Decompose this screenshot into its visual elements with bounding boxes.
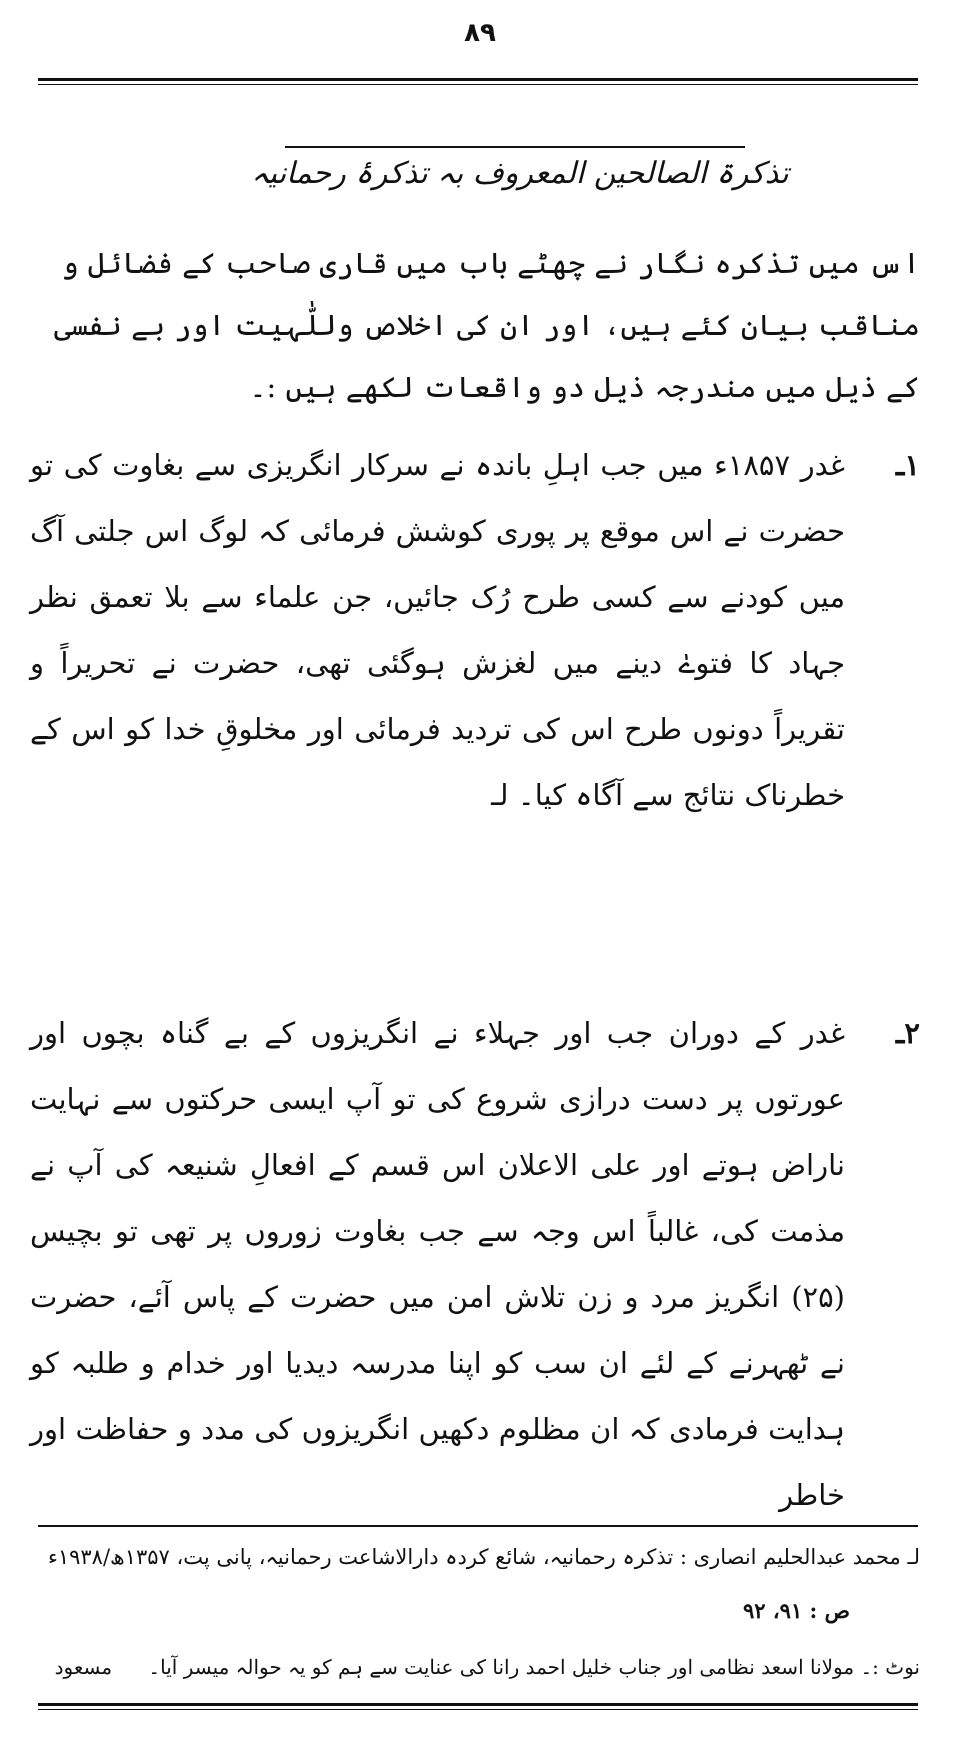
item-text: غدر ۱۸۵۷ء میں جب اہلِ باندہ نے سرکار انگریزی سے بغاوت کی تو حضرت نے اس موقع پر پوری کوشش فرمائی کہ لوگ اس جلتی آگ میں کودنے سے کسی طرح رُک جائیں، جن علماء سے بلا تعمق نظر جہاد کا فتوےٰ دینے میں لغزش ہوگئی تھی، حضرت نے تحریراً و تقریراً دونوں طرح اس کی تردید فرمائی اور مخلوقِ خدا کو اس کے خطرناک نتائج سے آگاہ کیا۔ لـ <box>30 448 845 812</box>
note-text: نوٹ :۔ مولانا اسعد نظامی اور جناب خلیل احمد رانا کی عنایت سے ہم کو یہ حوالہ میسر آیا۔ <box>148 1655 920 1679</box>
numbered-item-1 <box>30 432 920 828</box>
page-number: ۸۹ <box>464 18 496 48</box>
footer-rule-thin <box>38 1709 918 1710</box>
heading-rule <box>285 146 745 148</box>
note-signature: مسعود <box>54 1655 113 1679</box>
footnote-rule <box>38 1525 918 1527</box>
numbered-item-2 <box>30 1000 920 1528</box>
item-number: ۲ـ <box>895 1016 920 1050</box>
footer-rule <box>38 1703 918 1706</box>
footnote-reference: لـ محمد عبدالحلیم انصاری : تذکرہ رحمانیہ، شائع کردہ دارالاشاعت رحمانیہ، پانی پت، ۱۳۵۷ھ/۱۹۳۸ء <box>47 1545 920 1569</box>
item-number: ۱ـ <box>895 448 920 482</box>
footnote-pages: ص : ۹۱، ۹۲ <box>743 1598 850 1623</box>
section-heading: تذکرۃ الصالحین المعروف بہ تذکرۂ رحمانیہ <box>251 156 789 191</box>
intro-paragraph: اس میں تذکرہ نگار نے چھٹے باب میں قاری صاحب کے فضائل و مناقب بیان کئے ہیں، اور ان کی اخلاص وللّٰہیت اور بے نفسی کے ذیل میں مندرجہ ذیل دو واقعات لکھے ہیں :۔ <box>53 246 920 404</box>
item-text: غدر کے دوران جب اور جہلاء نے انگریزوں کے بے گناہ بچوں اور عورتوں پر دست درازی شروع کی تو آپ ایسی حرکتوں سے نہایت ناراض ہوتے اور علی الاعلان اس قسم کے افعالِ شنیعہ کی آپ نے مذمت کی، غالباً اس وجہ سے جب بغاوت زوروں پر تھی تو بچیس (۲۵) انگریز مرد و زن تلاش امن میں حضرت کے پاس آئے، حضرت نے ٹھہرنے کے لئے ان سب کو اپنا مدرسہ دیدیا اور خدام و طلبہ کو ہدایت فرمادی کہ ان مظلوم دکھیں انگریزوں کی مدد و حفاظت اور خاطر <box>30 1016 845 1512</box>
header-rule <box>38 78 918 81</box>
header-rule-thin <box>38 84 918 85</box>
footnote-note <box>30 1650 920 1684</box>
